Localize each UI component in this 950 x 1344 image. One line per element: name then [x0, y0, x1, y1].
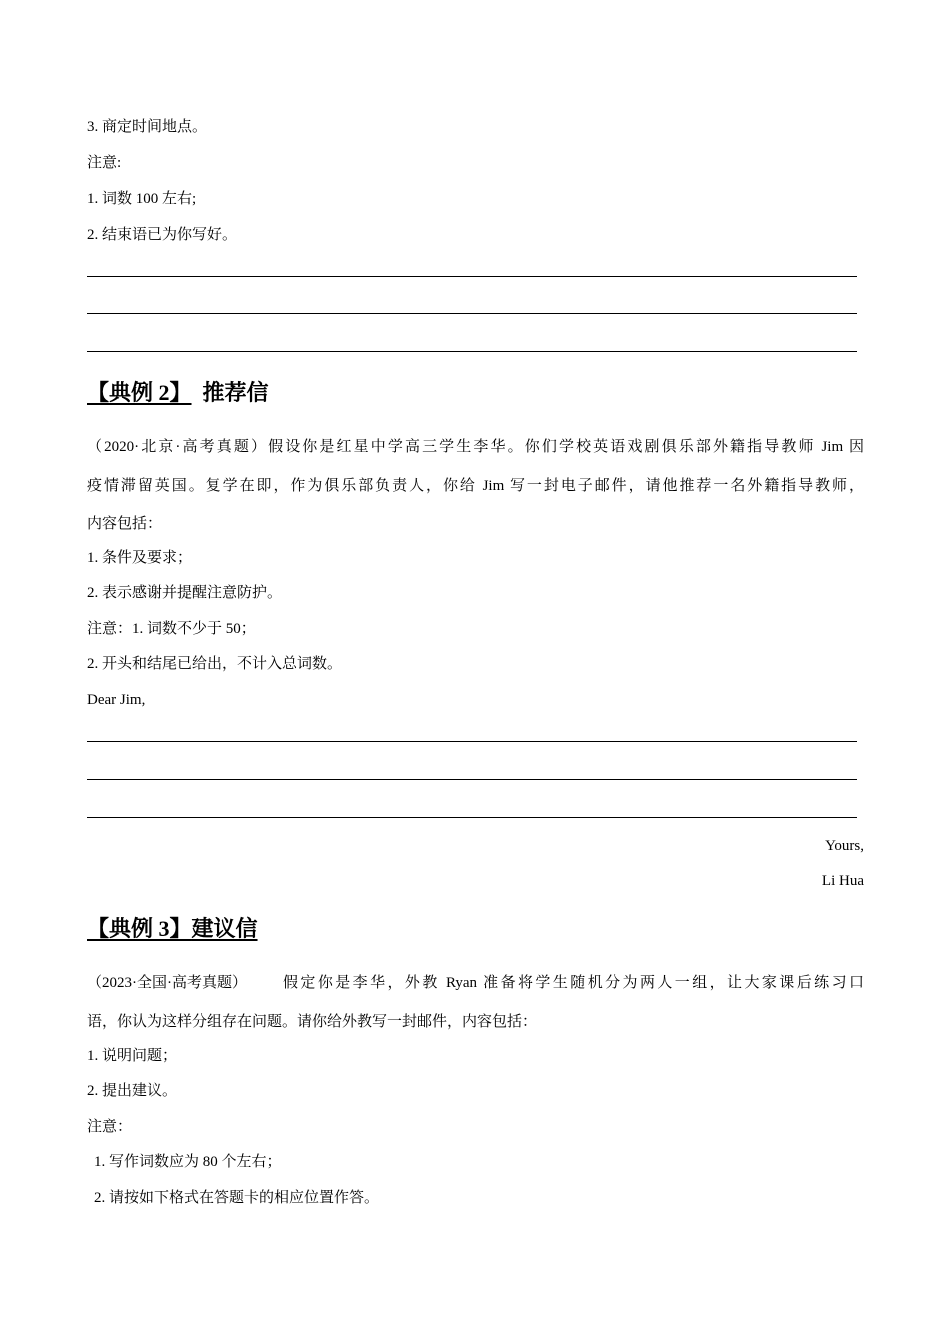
answer-line [87, 313, 857, 314]
example-3-heading [87, 915, 258, 943]
example-2-tag: 【典例 2】 [87, 380, 192, 405]
item-3-text: 3. 商定时间地点。 [87, 119, 208, 135]
example-2-note-2: 2. 开头和结尾已给出，不计入总词数。 [87, 656, 343, 672]
example-3-prompt-line: 语，你认为这样分组存在问题。请你给外教写一封邮件，内容包括： [87, 1014, 538, 1030]
answer-line [87, 779, 857, 780]
note-label: 注意: [87, 155, 122, 171]
answer-line [87, 276, 857, 277]
example-2-title: 推荐信 [202, 380, 269, 405]
answer-line [87, 351, 857, 352]
note-item-1: 1. 词数 100 左右; [87, 191, 197, 207]
example-3-prompt-text: 假定你是李华，外教 Ryan 准备将学生随机分为两人一组，让大家课后练习口 [283, 975, 864, 991]
example-3-item-2: 2. 提出建议。 [87, 1083, 178, 1099]
example-3-tag: 【典例 3】 [87, 916, 192, 941]
answer-line [87, 817, 857, 818]
example-2-item-2: 2. 表示感谢并提醒注意防护。 [87, 585, 283, 601]
letter-closing: Yours, [825, 838, 864, 854]
example-3-title: 建议信 [191, 916, 258, 941]
answer-line [87, 741, 857, 742]
example-2-heading [87, 379, 269, 407]
example-2-prompt-line: （2020·北京·高考真题）假设你是红星中学高三学生李华。你们学校英语戏剧俱乐部外籍指导教师 Jim 因 [87, 439, 864, 455]
note-item-2: 2. 结束语已为你写好。 [87, 227, 238, 243]
example-2-prompt-line: 疫情滞留英国。复学在即，作为俱乐部负责人，你给 Jim 写一封电子邮件，请他推荐一名外籍指导教师， [87, 478, 864, 494]
example-3-note-2: 2. 请按如下格式在答题卡的相应位置作答。 [94, 1190, 380, 1206]
example-3-item-1: 1. 说明问题； [87, 1048, 178, 1064]
example-3-prompt-line [87, 973, 864, 993]
letter-signature: Li Hua [821, 873, 864, 889]
example-3-note-label: 注意： [87, 1119, 133, 1135]
example-3-note-1: 1. 写作词数应为 80 个左右； [94, 1154, 282, 1170]
example-3-source: （2023·全国·高考真题） [87, 975, 247, 991]
example-2-prompt-line: 内容包括： [87, 516, 163, 532]
example-2-item-1: 1. 条件及要求； [87, 550, 193, 566]
example-2-note-1: 注意：1. 词数不少于 50； [87, 621, 256, 637]
letter-greeting: Dear Jim, [87, 692, 146, 708]
